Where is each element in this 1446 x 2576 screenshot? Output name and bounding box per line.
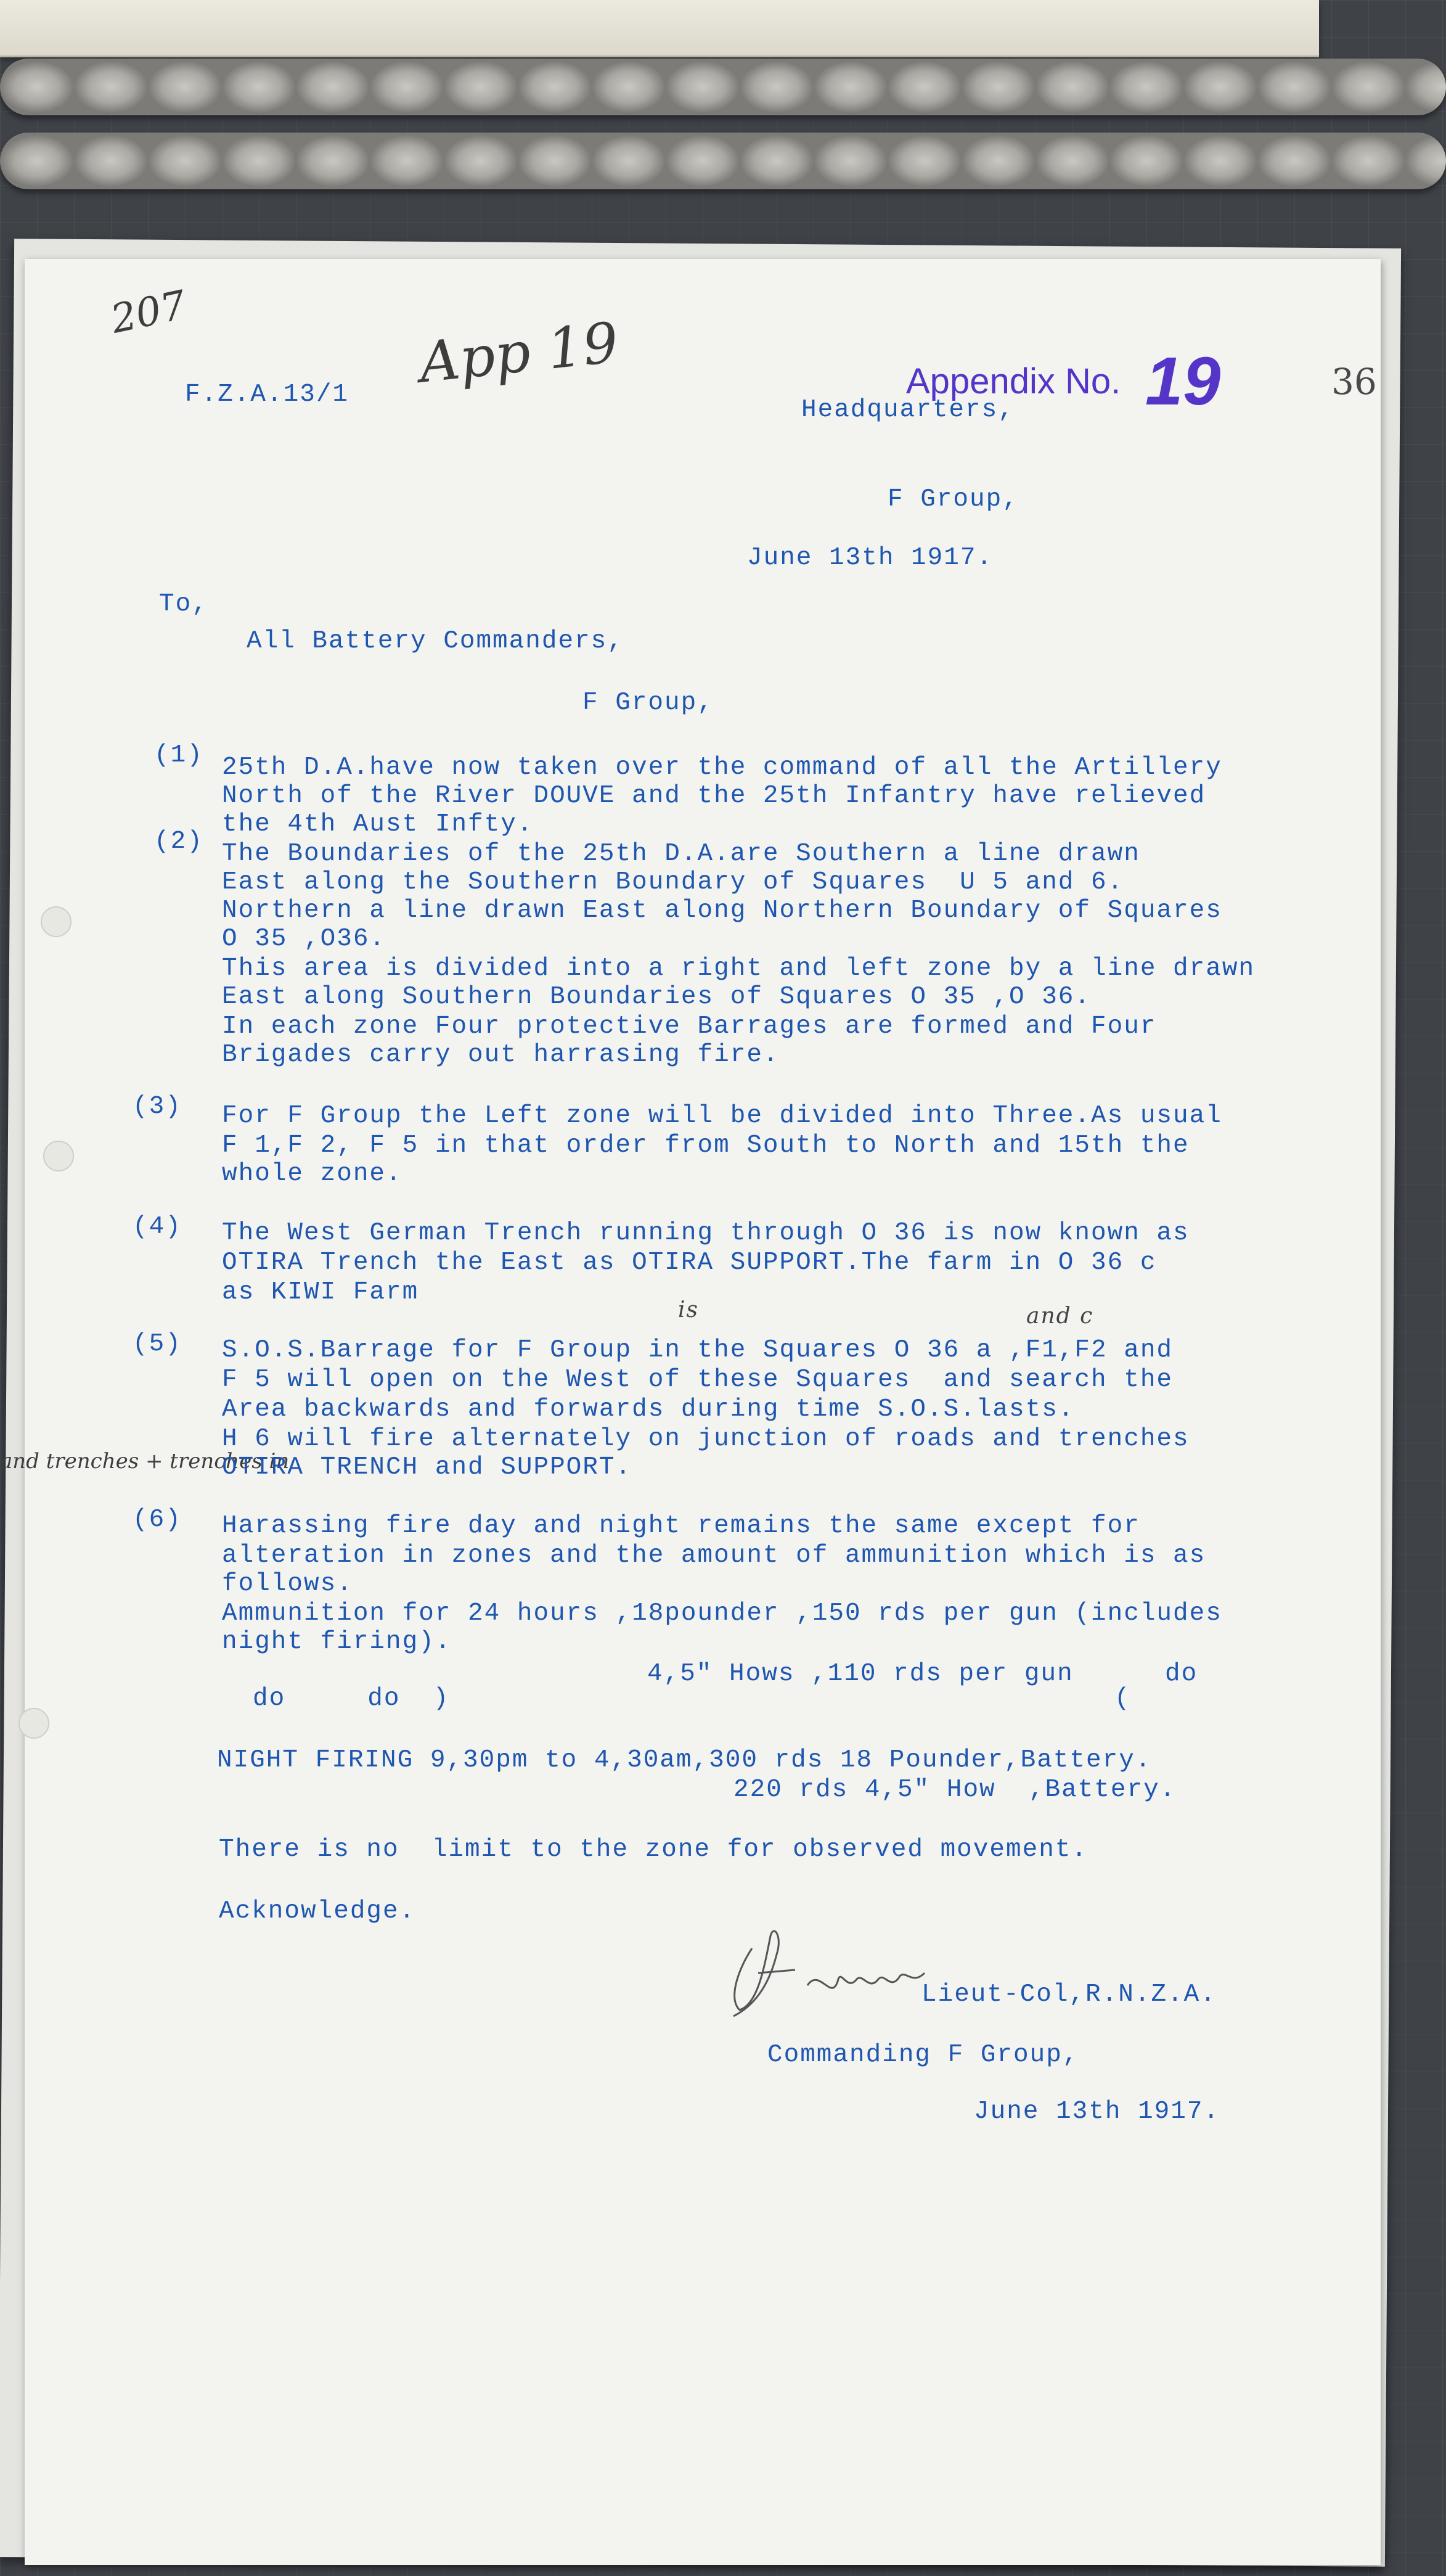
punch-hole <box>18 1708 49 1739</box>
paragraph-line: The Boundaries of the 25th D.A.are Southern a line drawn <box>222 840 1140 868</box>
signature-date: June 13th 1917. <box>974 2098 1220 2126</box>
left-margin-note: and trenches + trenches in <box>0 1449 290 1474</box>
paragraph-line: O 35 ,O36. <box>222 925 386 953</box>
app-note: App 19 <box>416 310 621 396</box>
paragraph-line: East along the Southern Boundary of Squares U 5 and 6. <box>222 868 1124 896</box>
ammo-paren: ( <box>1114 1684 1131 1713</box>
paragraph-number: (2) <box>154 827 203 856</box>
margin-number-note: 207 <box>107 282 190 343</box>
interlinear-correction: and c <box>1026 1303 1094 1329</box>
paragraph-number: (1) <box>154 741 203 769</box>
letter-date: June 13th 1917. <box>747 544 994 572</box>
paragraph-line: OTIRA TRENCH and SUPPORT. <box>222 1453 632 1482</box>
paragraph-line: The West German Trench running through O 36 is now known as <box>222 1219 1190 1247</box>
ammo-ditto-left: do do ) <box>253 1684 450 1713</box>
reference-number: F.Z.A.13/1 <box>185 380 349 409</box>
paragraph-line: Ammunition for 24 hours ,18pounder ,150 rds per gun (includes <box>222 1599 1222 1628</box>
paragraph-line: night firing). <box>222 1628 452 1656</box>
to-line: To, <box>159 590 208 618</box>
paragraph-line: the 4th Aust Infty. <box>222 810 534 839</box>
paragraph-line: as KIWI Farm <box>222 1278 419 1306</box>
paragraph-line: H 6 will fire alternately on junction of roads and trenches <box>222 1425 1190 1453</box>
limit-statement: There is no limit to the zone for observed movement. <box>219 1836 1089 1864</box>
paragraph-line: This area is divided into a right and left zone by a line drawn <box>222 954 1256 983</box>
paragraph-line: North of the River DOUVE and the 25th Infantry have relieved <box>222 782 1206 810</box>
night-firing-line: 220 rds 4,5" How ,Battery. <box>733 1776 1177 1804</box>
paragraph-line: F 1,F 2, F 5 in that order from South to North and 15th the <box>222 1131 1190 1160</box>
acknowledge: Acknowledge. <box>219 1897 416 1926</box>
ammo-hows: 4,5" Hows ,110 rds per gun <box>647 1660 1074 1688</box>
paragraph-line: Brigades carry out harrasing fire. <box>222 1041 780 1069</box>
paragraph-number: (3) <box>133 1093 182 1121</box>
group-line: F Group, <box>888 485 1019 514</box>
signatory-rank: Lieut-Col,R.N.Z.A. <box>921 1980 1217 2009</box>
paragraph-line: OTIRA Trench the East as OTIRA SUPPORT.The farm in O 36 c <box>222 1249 1157 1277</box>
interlinear-correction: is <box>678 1297 699 1323</box>
paragraph-line: S.O.S.Barrage for F Group in the Squares O 36 a ,F1,F2 and <box>222 1336 1174 1364</box>
paragraph-line: alteration in zones and the amount of ammunition which is as <box>222 1541 1206 1570</box>
paragraph-number: (5) <box>133 1330 182 1358</box>
signatory-role: Commanding F Group, <box>767 2041 1079 2069</box>
binding-cord <box>0 59 1446 115</box>
appendix-stamp-label: Appendix No. <box>906 361 1121 401</box>
recipient-group: F Group, <box>582 689 714 717</box>
ammo-ditto-right: do <box>1165 1660 1198 1688</box>
paragraph-line: F 5 will open on the West of these Squares and search the <box>222 1366 1174 1394</box>
signature <box>715 1911 937 2028</box>
punch-hole <box>43 1141 74 1171</box>
paragraph-line: Area backwards and forwards during time S.O.S.lasts. <box>222 1395 1075 1424</box>
paragraph-number: (4) <box>133 1213 182 1241</box>
binding-cord <box>0 133 1446 189</box>
paragraph-line: For F Group the Left zone will be divided into Three.As usual <box>222 1102 1222 1130</box>
paragraph-line: follows. <box>222 1570 353 1598</box>
recipients: All Battery Commanders, <box>247 627 624 655</box>
headquarters-line: Headquarters, <box>801 396 1015 424</box>
night-firing-line: NIGHT FIRING 9,30pm to 4,30am,300 rds 18 Pounder,Battery. <box>217 1746 1152 1774</box>
paragraph-number: (6) <box>133 1506 182 1534</box>
paragraph-line: In each zone Four protective Barrages are formed and Four <box>222 1012 1157 1041</box>
paragraph-line: Harassing fire day and night remains the same except for <box>222 1512 1140 1540</box>
appendix-stamp-number: 19 <box>1145 343 1221 419</box>
paragraph-line: East along Southern Boundaries of Squares O 35 ,O 36. <box>222 983 1092 1011</box>
paragraph-line: 25th D.A.have now taken over the command of all the Artillery <box>222 753 1222 782</box>
page-number: 36 <box>1331 361 1377 403</box>
paragraph-line: whole zone. <box>222 1160 402 1188</box>
paragraph-line: Northern a line drawn East along Northern Boundary of Squares <box>222 896 1222 925</box>
top-paper-edge <box>0 0 1319 57</box>
punch-hole <box>41 906 71 937</box>
